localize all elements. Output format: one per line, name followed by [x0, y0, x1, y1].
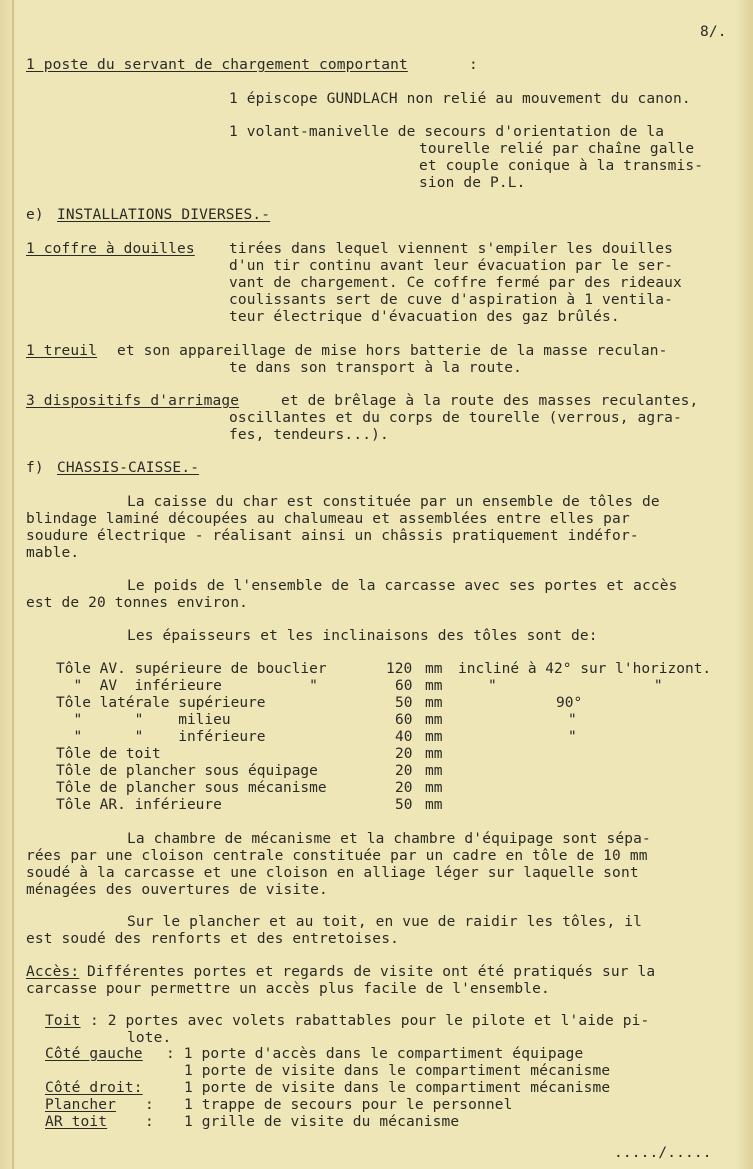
tole-thickness: 50	[395, 695, 413, 711]
plancher-label: Plancher	[45, 1097, 117, 1113]
cote-gauche-text: : 1 porte d'accès dans le compartiment équipage	[166, 1046, 584, 1062]
poste-item-volant: tourelle relié par chaîne galle	[419, 141, 695, 157]
tole-name: Tôle de toit	[56, 746, 161, 762]
cote-droit-label: Côté droit:	[45, 1080, 143, 1096]
tole-name: Tôle AV. supérieure de bouclier	[56, 661, 327, 677]
cote-gauche-text: 1 porte de visite dans le compartiment mécanisme	[184, 1063, 611, 1079]
coffre-text: coulissants sert de cuve d'aspiration à 1 ventila-	[229, 292, 673, 308]
para-caisse: soudure électrique - réalisant ainsi un châssis pratiquement indéfor-	[26, 528, 639, 544]
para-caisse: blindage laminé découpées au chalumeau et assemblées entre elles par	[26, 511, 630, 527]
coffre-label: 1 coffre à douilles	[26, 241, 195, 257]
tole-thickness: 120	[386, 661, 413, 677]
acces-label: Accès:	[26, 964, 80, 980]
section-f-label: f)	[26, 460, 44, 476]
coffre-text: d'un tir continu avant leur évacuation par le ser-	[229, 258, 673, 274]
toit-text: lote.	[127, 1030, 172, 1046]
para-poids: est de 20 tonnes environ.	[26, 595, 248, 611]
tole-thickness: 60	[395, 678, 413, 694]
tole-name: " " milieu	[56, 712, 231, 728]
tole-thickness: 40	[395, 729, 413, 745]
tole-thickness: 50	[395, 797, 413, 813]
tole-thickness: 20	[395, 763, 413, 779]
tole-name: " AV inférieure "	[56, 678, 318, 694]
toit-label: Toit	[45, 1013, 81, 1029]
page-number: 8/.	[700, 24, 727, 40]
section-f-title: CHASSIS-CAISSE.-	[57, 460, 200, 476]
tole-name: " " inférieure	[56, 729, 266, 745]
tole-thickness: 60	[395, 712, 413, 728]
coffre-text: vant de chargement. Ce coffre fermé par des rideaux	[229, 275, 682, 291]
ar-toit-colon: :	[145, 1114, 154, 1130]
coffre-text: tirées dans lequel viennent s'empiler les douilles	[229, 241, 673, 257]
section-e-label: e)	[26, 207, 44, 223]
tole-inclination: " "	[488, 678, 663, 694]
tole-unit: mm	[425, 678, 443, 694]
tole-name: Tôle latérale supérieure	[56, 695, 266, 711]
tole-unit: mm	[425, 797, 443, 813]
tole-unit: mm	[425, 712, 443, 728]
para-renforts: est soudé des renforts et des entretoises.	[26, 931, 399, 947]
tole-name: Tôle AR. inférieure	[56, 797, 222, 813]
continuation-mark: ...../.....	[614, 1145, 712, 1161]
para-renforts: Sur le plancher et au toit, en vue de raidir les tôles, il	[127, 914, 643, 930]
para-cloison: rées par une cloison centrale constituée par un cadre en tôle de 10 mm	[26, 848, 648, 864]
arrimage-text: et de brêlage à la route des masses reculantes,	[281, 393, 699, 409]
para-caisse: mable.	[26, 545, 80, 561]
poste-heading: 1 poste du servant de chargement comportant	[26, 57, 408, 73]
tole-unit: mm	[425, 729, 443, 745]
tole-unit: mm	[425, 695, 443, 711]
tole-inclination: "	[568, 729, 577, 745]
page-fold-shadow	[12, 0, 14, 1169]
para-caisse: La caisse du char est constituée par un ensemble de tôles de	[127, 494, 660, 510]
treuil-text: et son appareillage de mise hors batterie de la masse reculan-	[117, 343, 668, 359]
arrimage-label: 3 dispositifs d'arrimage	[26, 393, 240, 409]
poste-colon: :	[469, 57, 478, 73]
plancher-colon: :	[145, 1097, 154, 1113]
poste-item-volant: sion de P.L.	[419, 175, 526, 191]
toit-text: : 2 portes avec volets rabattables pour le pilote et l'aide pi-	[90, 1013, 650, 1029]
para-cloison: soudé à la carcasse et une cloison en alliage léger sur laquelle sont	[26, 865, 639, 881]
poste-item-volant: 1 volant-manivelle de secours d'orientation de la	[229, 124, 665, 140]
tole-inclination: "	[568, 712, 577, 728]
acces-text: Différentes portes et regards de visite ont été pratiqués sur la	[87, 964, 656, 980]
arrimage-text: oscillantes et du corps de tourelle (verrous, agra-	[229, 410, 682, 426]
tole-unit: mm	[425, 746, 443, 762]
para-poids: Le poids de l'ensemble de la carcasse avec ses portes et accès	[127, 578, 678, 594]
treuil-label: 1 treuil	[26, 343, 98, 359]
tole-unit: mm	[425, 763, 443, 779]
cote-gauche-label: Côté gauche	[45, 1046, 143, 1062]
treuil-text: te dans son transport à la route.	[229, 360, 523, 376]
tole-inclination: 90°	[556, 695, 583, 711]
tole-thickness: 20	[395, 746, 413, 762]
section-e-title: INSTALLATIONS DIVERSES.-	[57, 207, 271, 223]
tole-unit: mm	[425, 661, 443, 677]
para-epaisseurs: Les épaisseurs et les inclinaisons des tôles sont de:	[127, 628, 598, 644]
poste-item-volant: et couple conique à la transmis-	[419, 158, 704, 174]
tole-name: Tôle de plancher sous mécanisme	[56, 780, 327, 796]
arrimage-text: fes, tendeurs...).	[229, 427, 389, 443]
para-cloison: La chambre de mécanisme et la chambre d'équipage sont sépa-	[127, 831, 651, 847]
acces-text: carcasse pour permettre un accès plus facile de l'ensemble.	[26, 981, 550, 997]
tole-inclination: incliné à 42° sur l'horizont.	[458, 661, 712, 677]
ar-toit-label: AR toit	[45, 1114, 108, 1130]
poste-item-episcope: 1 épiscope GUNDLACH non relié au mouvement du canon.	[229, 91, 691, 107]
coffre-text: teur électrique d'évacuation des gaz brûlés.	[229, 309, 620, 325]
ar-toit-text: 1 grille de visite du mécanisme	[184, 1114, 460, 1130]
tole-thickness: 20	[395, 780, 413, 796]
tole-unit: mm	[425, 780, 443, 796]
para-cloison: ménagées des ouvertures de visite.	[26, 882, 328, 898]
plancher-text: 1 trappe de secours pour le personnel	[184, 1097, 513, 1113]
tole-name: Tôle de plancher sous équipage	[56, 763, 318, 779]
cote-droit-text: 1 porte de visite dans le compartiment mécanisme	[184, 1080, 611, 1096]
